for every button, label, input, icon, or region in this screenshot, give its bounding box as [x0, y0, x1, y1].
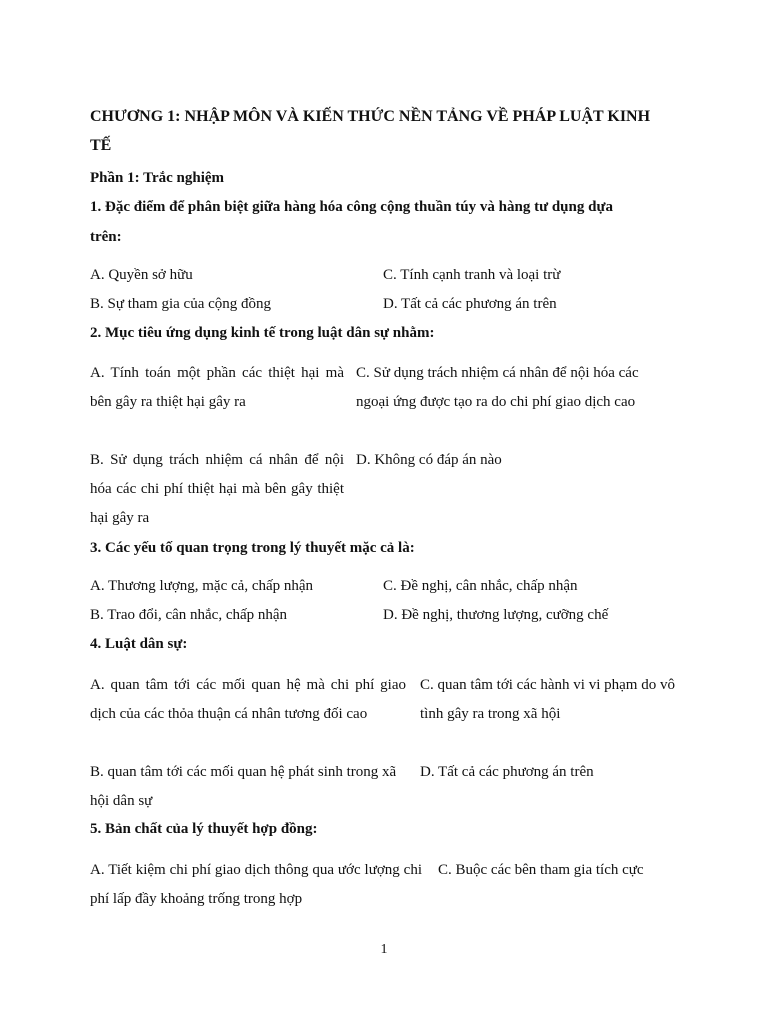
question-4-option-d: D. Tất cả các phương án trên — [420, 764, 594, 780]
section-title: Phần 1: Trắc nghiệm — [90, 170, 225, 186]
question-1-prompt-line-2: trên: — [90, 229, 122, 245]
question-3-option-b: B. Trao đổi, cân nhắc, chấp nhận — [90, 607, 288, 623]
question-5-prompt: 5. Bản chất của lý thuyết hợp đồng: — [90, 821, 318, 837]
chapter-title-line-2: TẾ — [90, 137, 112, 154]
question-3-prompt: 3. Các yếu tố quan trọng trong lý thuyết mặc cả là: — [90, 540, 415, 556]
question-5-option-a: A. Tiết kiệm chi phí giao dịch thông qua ước lượng chi phí lấp đầy khoảng trống trong hợp — [90, 862, 422, 907]
question-4-option-c: C. quan tâm tới các hành vi vi phạm do vô tình gây ra trong xã hội — [420, 677, 675, 722]
question-2-option-b: B. Sử dụng trách nhiệm cá nhân để nội hóa các chi phí thiệt hại mà bên gây thiệt hại gây ra — [90, 452, 344, 526]
question-4-prompt: 4. Luật dân sự: — [90, 636, 188, 652]
question-4-option-a: A. quan tâm tới các mối quan hệ mà chi phí giao dịch của các thỏa thuận cá nhân tương đối cao — [90, 677, 406, 722]
question-1-option-d: D. Tất cả các phương án trên — [383, 296, 557, 312]
page-number: 1 — [380, 942, 388, 957]
question-2-option-d: D. Không có đáp án nào — [356, 452, 502, 468]
question-2-option-c: C. Sử dụng trách nhiệm cá nhân để nội hóa các ngoại ứng được tạo ra do chi phí giao dịch cao — [356, 365, 639, 410]
question-5-option-c: C. Buộc các bên tham gia tích cực — [438, 862, 644, 878]
chapter-title-line-1: CHƯƠNG 1: NHẬP MÔN VÀ KIẾN THỨC NỀN TẢNG VỀ PHÁP LUẬT KINH — [90, 108, 651, 125]
question-3-option-c: C. Đề nghị, cân nhắc, chấp nhận — [383, 578, 578, 594]
question-3-option-a: A. Thương lượng, mặc cả, chấp nhận — [90, 578, 314, 594]
question-1-option-b: B. Sự tham gia của cộng đồng — [90, 296, 272, 312]
question-1-prompt-line-1: 1. Đặc điểm để phân biệt giữa hàng hóa công cộng thuần túy và hàng tư dụng dựa — [90, 199, 613, 215]
question-3-option-d: D. Đề nghị, thương lượng, cưỡng chế — [383, 607, 609, 623]
question-2-option-a: A. Tính toán một phần các thiệt hại mà bên gây ra thiệt hại gây ra — [90, 365, 344, 410]
question-1-option-a: A. Quyền sở hữu — [90, 267, 193, 283]
question-2-prompt: 2. Mục tiêu ứng dụng kinh tế trong luật dân sự nhằm: — [90, 325, 435, 341]
question-1-option-c: C. Tính cạnh tranh và loại trừ — [383, 267, 561, 283]
question-4-option-b: B. quan tâm tới các mối quan hệ phát sinh trong xã hội dân sự — [90, 764, 397, 809]
